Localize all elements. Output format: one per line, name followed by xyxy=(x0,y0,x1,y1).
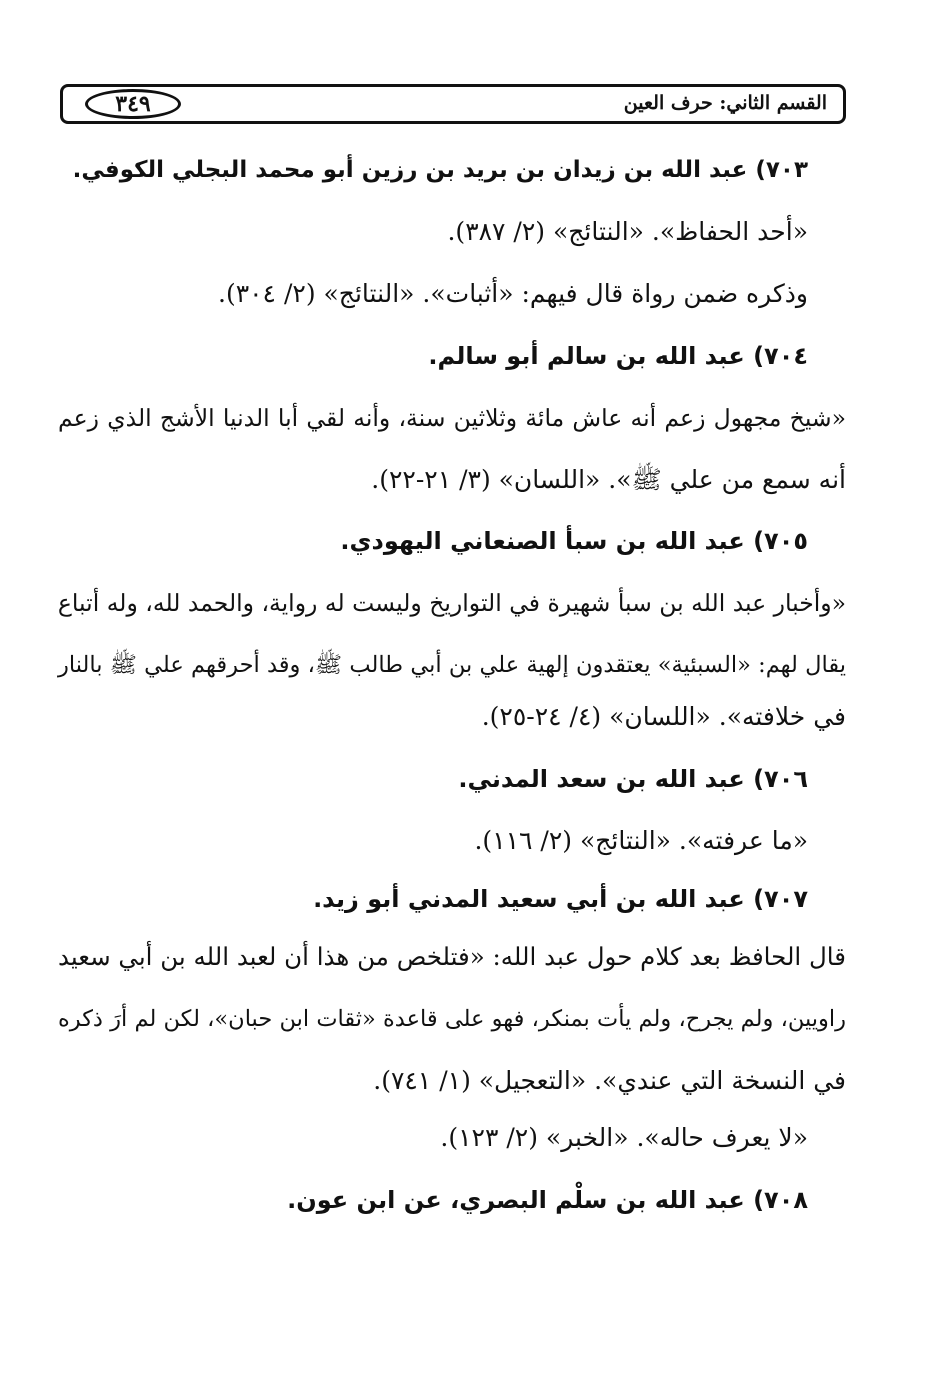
entry-705-heading: ٧٠٥) عبد الله بن سبأ الصنعاني اليهودي. xyxy=(340,527,808,555)
entry-705-quote-line-3: في خلافته». «اللسان» (٤/ ٢٤-٢٥). xyxy=(481,702,846,731)
entry-704-quote-line-1: «شيخ مجهول زعم أنه عاش مائة وثلاثين سنة، وأنه لقي أبا الدنيا الأشج الذي زعم xyxy=(58,404,846,432)
entry-705-quote-line-1: «وأخبار عبد الله بن سبأ شهيرة في التواريخ وليست له رواية، والحمد لله، وله أتباع xyxy=(57,589,846,617)
entry-707-note: «لا يعرف حاله». «الخبر» (٢/ ١٢٣). xyxy=(440,1123,808,1152)
entry-705-quote-line-2: يقال لهم: «السبئية» يعتقدون إلهية علي بن أبي طالب ﷺ، وقد أحرقهم علي ﷺ بالنار xyxy=(58,652,846,678)
page-number: ٣٤٩ xyxy=(85,89,181,119)
entry-707-quote-line-3: في النسخة التي عندي». «التعجيل» (١/ ٧٤١). xyxy=(373,1066,846,1095)
entry-703-note: وذكره ضمن رواة قال فيهم: «أثبات». «النتائج» (٢/ ٣٠٤). xyxy=(218,279,808,308)
section-title: القسم الثاني: حرف العين xyxy=(623,92,827,114)
running-header xyxy=(60,84,846,124)
entry-703-quote: «أحد الحفاظ». «النتائج» (٢/ ٣٨٧). xyxy=(447,217,808,246)
entry-707-quote-line-2: راويين، ولم يجرح، ولم يأت بمنكر، فهو على قاعدة «ثقات ابن حبان»، لكن لم أرَ ذكره xyxy=(58,1006,846,1032)
entry-703-heading: ٧٠٣) عبد الله بن زيدان بن بريد بن رزين أبو محمد البجلي الكوفي. xyxy=(72,157,808,183)
entry-706-heading: ٧٠٦) عبد الله بن سعد المدني. xyxy=(458,765,808,793)
entry-708-heading: ٧٠٨) عبد الله بن سلْم البصري، عن ابن عون. xyxy=(287,1186,808,1214)
entry-707-quote-line-1: قال الحافظ بعد كلام حول عبد الله: «فتلخص من هذا أن لعبد الله بن أبي سعيد xyxy=(58,942,846,971)
entry-704-quote-line-2: أنه سمع من علي ﷺ». «اللسان» (٣/ ٢١-٢٢). xyxy=(371,465,846,494)
entry-707-heading: ٧٠٧) عبد الله بن أبي سعيد المدني أبو زيد. xyxy=(313,885,808,913)
entry-704-heading: ٧٠٤) عبد الله بن سالم أبو سالم. xyxy=(428,342,808,370)
entry-706-quote: «ما عرفته». «النتائج» (٢/ ١١٦). xyxy=(474,826,808,855)
